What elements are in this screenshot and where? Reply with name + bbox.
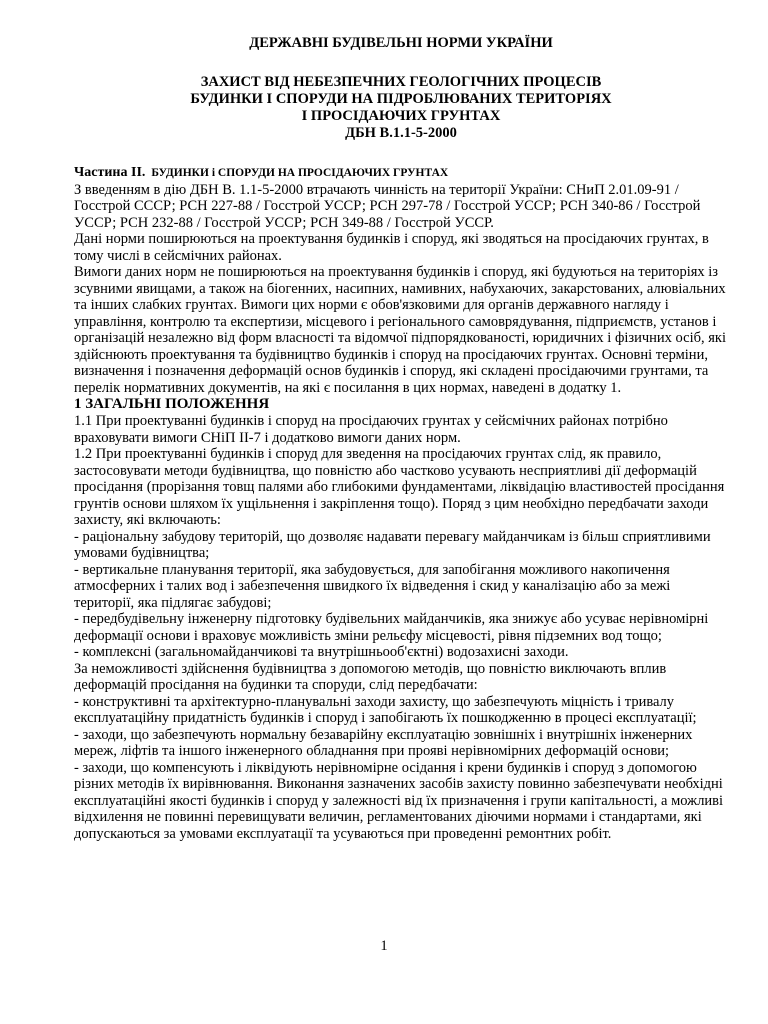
- document-body: [74, 164, 728, 842]
- list-item: - комплексні (загальномайданчикові та внутрішньооб'єктні) водозахисні заходи.: [74, 644, 569, 660]
- paragraph: 1.2 При проектуванні будинків і споруд для зведення на просідаючих грунтах слід, як правило, застосовувати методи будівництва, що повністю або частково усувають несприятливі дії деформацій просідання (прорізання товщ палями або глибокими фундаментами, ліквідацію властивостей просідання грунтів основи шляхом їх ущільнення і закріплення тощо). Поряд з цим необхідно передбачати заходи захисту, які включають:: [74, 446, 725, 528]
- paragraph: З введенням в дію ДБН В. 1.1-5-2000 втрачають чинність на території України: СНиП 2.01.09-91 / Госстрой СССР; РСН 227-88 / Госстрой УССР; РСН 297-78 / Госстрой УССР; РСН 340-86 / Госстрой УССР; РСН 232-88 / Госстрой УССР; РСН 349-88 / Госстрой УССР.: [74, 181, 701, 231]
- document-header: ДЕРЖАВНІ БУДІВЕЛЬНІ НОРМИ УКРАЇНИ: [249, 35, 553, 51]
- list-item: - передбудівельну інженерну підготовку будівельних майданчиків, яка знижує або усуває нерівномірні деформації основи і враховує можливість зміни рельєфу місцевості, рівня підземних вод тощо;: [74, 611, 709, 644]
- list-item: - заходи, що забезпечують нормальну безаварійну експлуатацію зовнішніх і внутрішніх інженерних мереж, ліфтів та іншого інженерного обладнання при прояві нерівномірних деформацій основи;: [74, 726, 693, 759]
- subtitle-line: БУДИНКИ І СПОРУДИ НА ПІДРОБЛЮВАНИХ ТЕРИТОРІЯХ: [190, 91, 612, 107]
- page-number: 1: [380, 938, 388, 954]
- subtitle-line: ЗАХИСТ ВІД НЕБЕЗПЕЧНИХ ГЕОЛОГІЧНИХ ПРОЦЕСІВ: [200, 74, 602, 90]
- list-item: - конструктивні та архітектурно-планувальні заходи захисту, що забезпечують міцність і тривалу експлуатаційну придатність будинків і споруд і запобігають їх пошкодженню в процесі експлуатації;: [74, 693, 697, 726]
- subtitle-line: І ПРОСІДАЮЧИХ ГРУНТАХ: [301, 108, 501, 124]
- part-label: Частина II.: [74, 165, 146, 180]
- part-title: БУДИНКИ і СПОРУДИ НА ПРОСІДАЮЧИХ ГРУНТАХ: [151, 167, 449, 179]
- document-subtitle: [74, 74, 728, 142]
- list-item: - вертикальне планування території, яка забудовується, для запобігання можливого накопичення атмосферних і талих вод і забезпечення швидкого їх відведення і скид у каналізацію або за межі території, яка підлягає забудові;: [74, 561, 671, 611]
- part-heading: [74, 164, 728, 182]
- section-heading: 1 ЗАГАЛЬНІ ПОЛОЖЕННЯ: [74, 396, 270, 412]
- paragraph: 1.1 При проектуванні будинків і споруд на просідаючих грунтах у сейсмічних районах потрібно враховувати вимоги СНіП ІІ-7 і додатково вимоги даних норм.: [74, 413, 668, 446]
- paragraph: Дані норми поширюються на проектування будинків і споруд, які зводяться на просідаючих грунтах, в тому числі в сейсмічних районах.: [74, 231, 709, 264]
- standard-code: ДБН В.1.1-5-2000: [345, 125, 457, 141]
- list-item: - раціональну забудову територій, що дозволяє надавати перевагу майданчикам із більш сприятливими умовами будівництва;: [74, 528, 711, 561]
- list-item: - заходи, що компенсують і ліквідують нерівномірне осідання і крени будинків і споруд з допомогою різних методів їх вирівнювання. Виконання зазначених засобів захисту повинно забезпечувати необхідні експлуатаційні якості будинків і споруд у залежності від їх призначення і групи капітальності, а можливі відхилення не повинні перевищувати величин, регламентованих діючими нормами і стандартами, які допускаються за умовами експлуатації та усуваються при проведенні ремонтних робіт.: [74, 759, 724, 842]
- paragraph: Вимоги даних норм не поширюються на проектування будинків і споруд, які будуються на територіях із зсувними явищами, а також на біогенних, насипних, намивних, набухаючих, закарстованих, алювіальних та інших слабких грунтах. Вимоги цих норми є обов'язковими для органів державного нагляду і управління, контролю та експертизи, місцевого і регіонального самоврядування, підприємств, установ і організацій незалежно від форм власності та відомчої підпорядкованості, юридичних і фізичних осіб, які здійснюють проектування та будівництво будинків і споруд на просідаючих грунтах. Основні терміни, визначення і позначення деформацій основ будинків і споруд, які складені просідаючими грунтами, та перелік нормативних документів, на які є посилання в цих нормах, наведені в додатку 1.: [74, 264, 726, 396]
- paragraph: За неможливості здійснення будівництва з допомогою методів, що повністю виключають вплив деформацій просідання на будинки та споруди, слід передбачати:: [74, 660, 667, 693]
